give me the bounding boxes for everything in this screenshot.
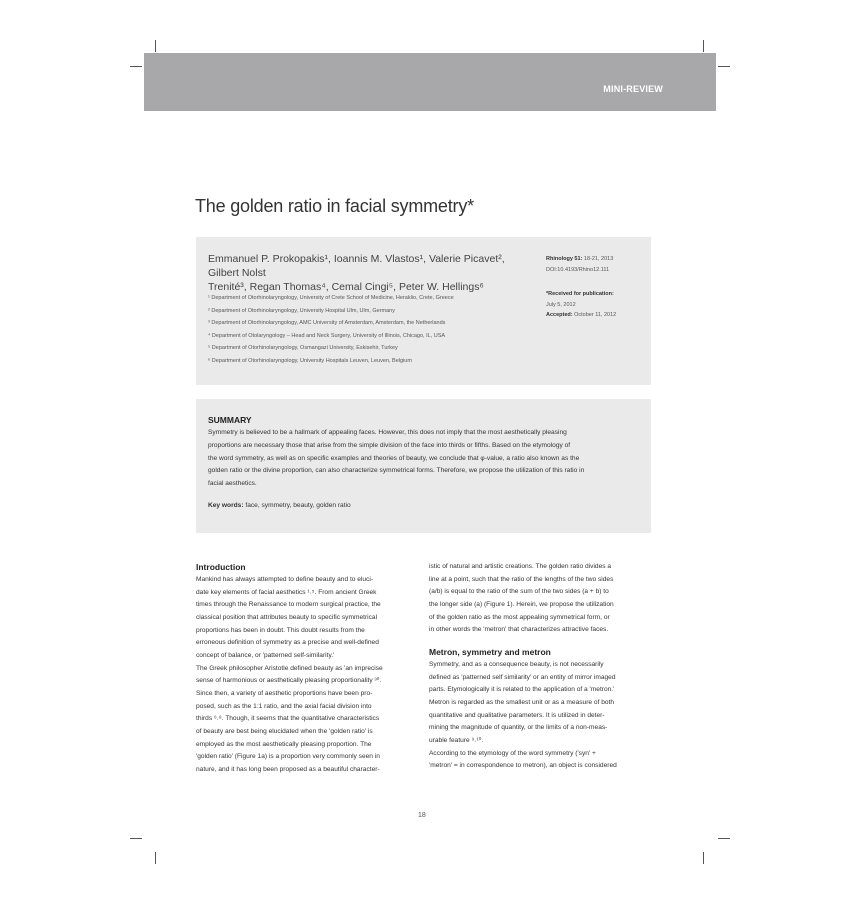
affiliation: ⁴ Department of Otolaryngology – Head and Neck Surgery, University of Illinois, Chicago, IL, USA (208, 332, 446, 339)
body-line: quantitative and qualitative parameters. It is utilized in deter- (429, 711, 605, 719)
body-line: According to the etymology of the word symmetry ('syn' + (429, 749, 596, 757)
body-column-right (429, 561, 652, 773)
body-line: Since then, a variety of aesthetic proportions have been pro- (196, 689, 373, 697)
received-date: July 5, 2012 (546, 301, 576, 308)
affiliation: ⁵ Department of Otorhinolaryngology, Osmangazi University, Eskisehir, Turkey (208, 345, 398, 352)
crop-mark (155, 852, 156, 864)
body-line: proportions has been in doubt. This doubt results from the (196, 626, 365, 634)
crop-mark (155, 40, 156, 52)
body-line: line at a point, such that the ratio of the lengths of the two sides (429, 575, 614, 583)
body-line: employed as the most aesthetically pleasing proportion. The (196, 740, 372, 748)
body-line: defined as 'patterned self similarity' or an entity of mirror imaged (429, 673, 616, 681)
article-type-label: MINI-REVIEW (603, 84, 663, 94)
affiliation-list (208, 292, 538, 368)
body-line: erroneous definition of symmetry as a precise and well-defined (196, 639, 379, 647)
article-title: The golden ratio in facial symmetry* (195, 196, 474, 216)
body-line: of the golden ratio as the most appealing symmetrical form, or (429, 613, 610, 621)
crop-mark (718, 66, 730, 67)
header-band (144, 53, 716, 111)
body-line: nature, and it has long been proposed as a beautiful character- (196, 765, 380, 773)
summary-heading: SUMMARY (208, 415, 252, 425)
body-line: Metron is regarded as the smallest unit or as a measure of both (429, 698, 615, 706)
doi: DOI:10.4193/Rhino12.111 (546, 266, 610, 273)
author-line: Emmanuel P. Prokopakis¹, Ioannis M. Vlastos¹, Valerie Picavet², Gilbert Nolst (208, 253, 505, 279)
journal-citation: Rhinology 51: 18-21, 2013 (546, 256, 614, 262)
body-line: mining the magnitude of quantity, or the limits of a non-meas- (429, 724, 608, 732)
summary-line: proportions are necessary those that arise from the simple division of the face into thirds or fifths. Based on the etymology of (208, 441, 571, 449)
accepted-line: Accepted: October 11, 2012 (546, 312, 617, 318)
summary-line: facial aesthetics. (208, 480, 257, 488)
body-line: thirds ⁶˒⁸. Though, it seems that the quantitative characteristics (196, 715, 380, 723)
body-line: The Greek philosopher Aristotle defined beauty as 'an imprecise (196, 664, 383, 672)
publication-meta (546, 254, 646, 321)
crop-mark (718, 838, 730, 839)
body-line: Mankind has always attempted to define beauty and to eluci- (196, 576, 374, 583)
affiliation: ¹ Department of Otorhinolaryngology, University of Crete School of Medicine, Heraklio, Crete, Greece (208, 295, 454, 301)
author-info-box (196, 237, 651, 385)
body-line: the longer side (a) (Figure 1). Herein, we propose the utilization (429, 600, 614, 608)
section-heading-metron: Metron, symmetry and metron (429, 646, 551, 657)
summary-text (208, 427, 638, 491)
keywords: Key words: face, symmetry, beauty, golden ratio (208, 502, 351, 509)
body-line: Symmetry, and as a consequence beauty, is not necessarily (429, 660, 604, 668)
body-line: (a/b) is equal to the ratio of the sum of the two sides (a + b) to (429, 588, 609, 596)
crop-mark (130, 66, 142, 67)
summary-line: the word symmetry, as well as on specific examples and theories of beauty, we conclude that φ-value, a ratio also known as the (208, 454, 580, 462)
body-line: urable feature ⁹˒¹⁰. (429, 736, 484, 744)
body-column-left (196, 561, 411, 777)
affiliation: ⁶ Department of Otorhinolaryngology, University Hospitals Leuven, Leuven, Belgium (208, 357, 412, 364)
section-heading-introduction: Introduction (196, 562, 246, 572)
page-number: 18 (418, 812, 426, 819)
body-line: date key elements of facial aesthetics ¹˒⁵. From ancient Greek (196, 588, 377, 596)
body-line: times through the Renaissance to modern surgical practice, the (196, 601, 381, 609)
affiliation: ² Department of Otorhinolaryngology, University Hospital Ulm, Ulm, Germany (208, 307, 395, 314)
body-line: istic of natural and artistic creations. The golden ratio divides a (429, 563, 612, 570)
summary-box (196, 399, 651, 533)
affiliation: ³ Department of Otorhinolaryngology, AMC University of Amsterdam, Amsterdam, the Netherlands (208, 320, 446, 327)
crop-mark (130, 838, 142, 839)
crop-mark (703, 40, 704, 52)
author-line: Trenité³, Regan Thomas⁴, Cemal Cingi⁵, Peter W. Hellings⁶ (208, 281, 484, 293)
body-line: in other words the 'metron' that characterizes attractive faces. (429, 626, 609, 634)
body-line: concept of balance, or 'patterned self-similarity.' (196, 651, 335, 659)
body-line: parts. Etymologically it is related to the application of a 'metron.' (429, 686, 615, 694)
body-line: of beauty are best being elucidated when the 'golden ratio' is (196, 727, 373, 735)
author-list (208, 252, 538, 294)
body-line: 'metron' = in correspondence to metron), an object is considered (429, 762, 617, 770)
body-line: 'golden ratio' (Figure 1a) is a proportion very commonly seen in (196, 753, 380, 761)
summary-line: golden ratio or the divine proportion, can also characterize symmetrical forms. Therefore, we propose the utilization of this ratio in (208, 467, 585, 475)
body-line: sense of harmonious or aesthetically pleasing proportionality ³⁰. (196, 677, 382, 685)
summary-line: Symmetry is believed to be a hallmark of appealing faces. However, this does not imply that the most aesthetically pleasing (208, 429, 567, 436)
crop-mark (703, 852, 704, 864)
body-line: posed, such as the 1:1 ratio, and the axial facial division into (196, 702, 372, 710)
received-label: *Received for publication: (546, 291, 614, 297)
body-line: classical position that attributes beauty to specific symmetrical (196, 613, 378, 621)
